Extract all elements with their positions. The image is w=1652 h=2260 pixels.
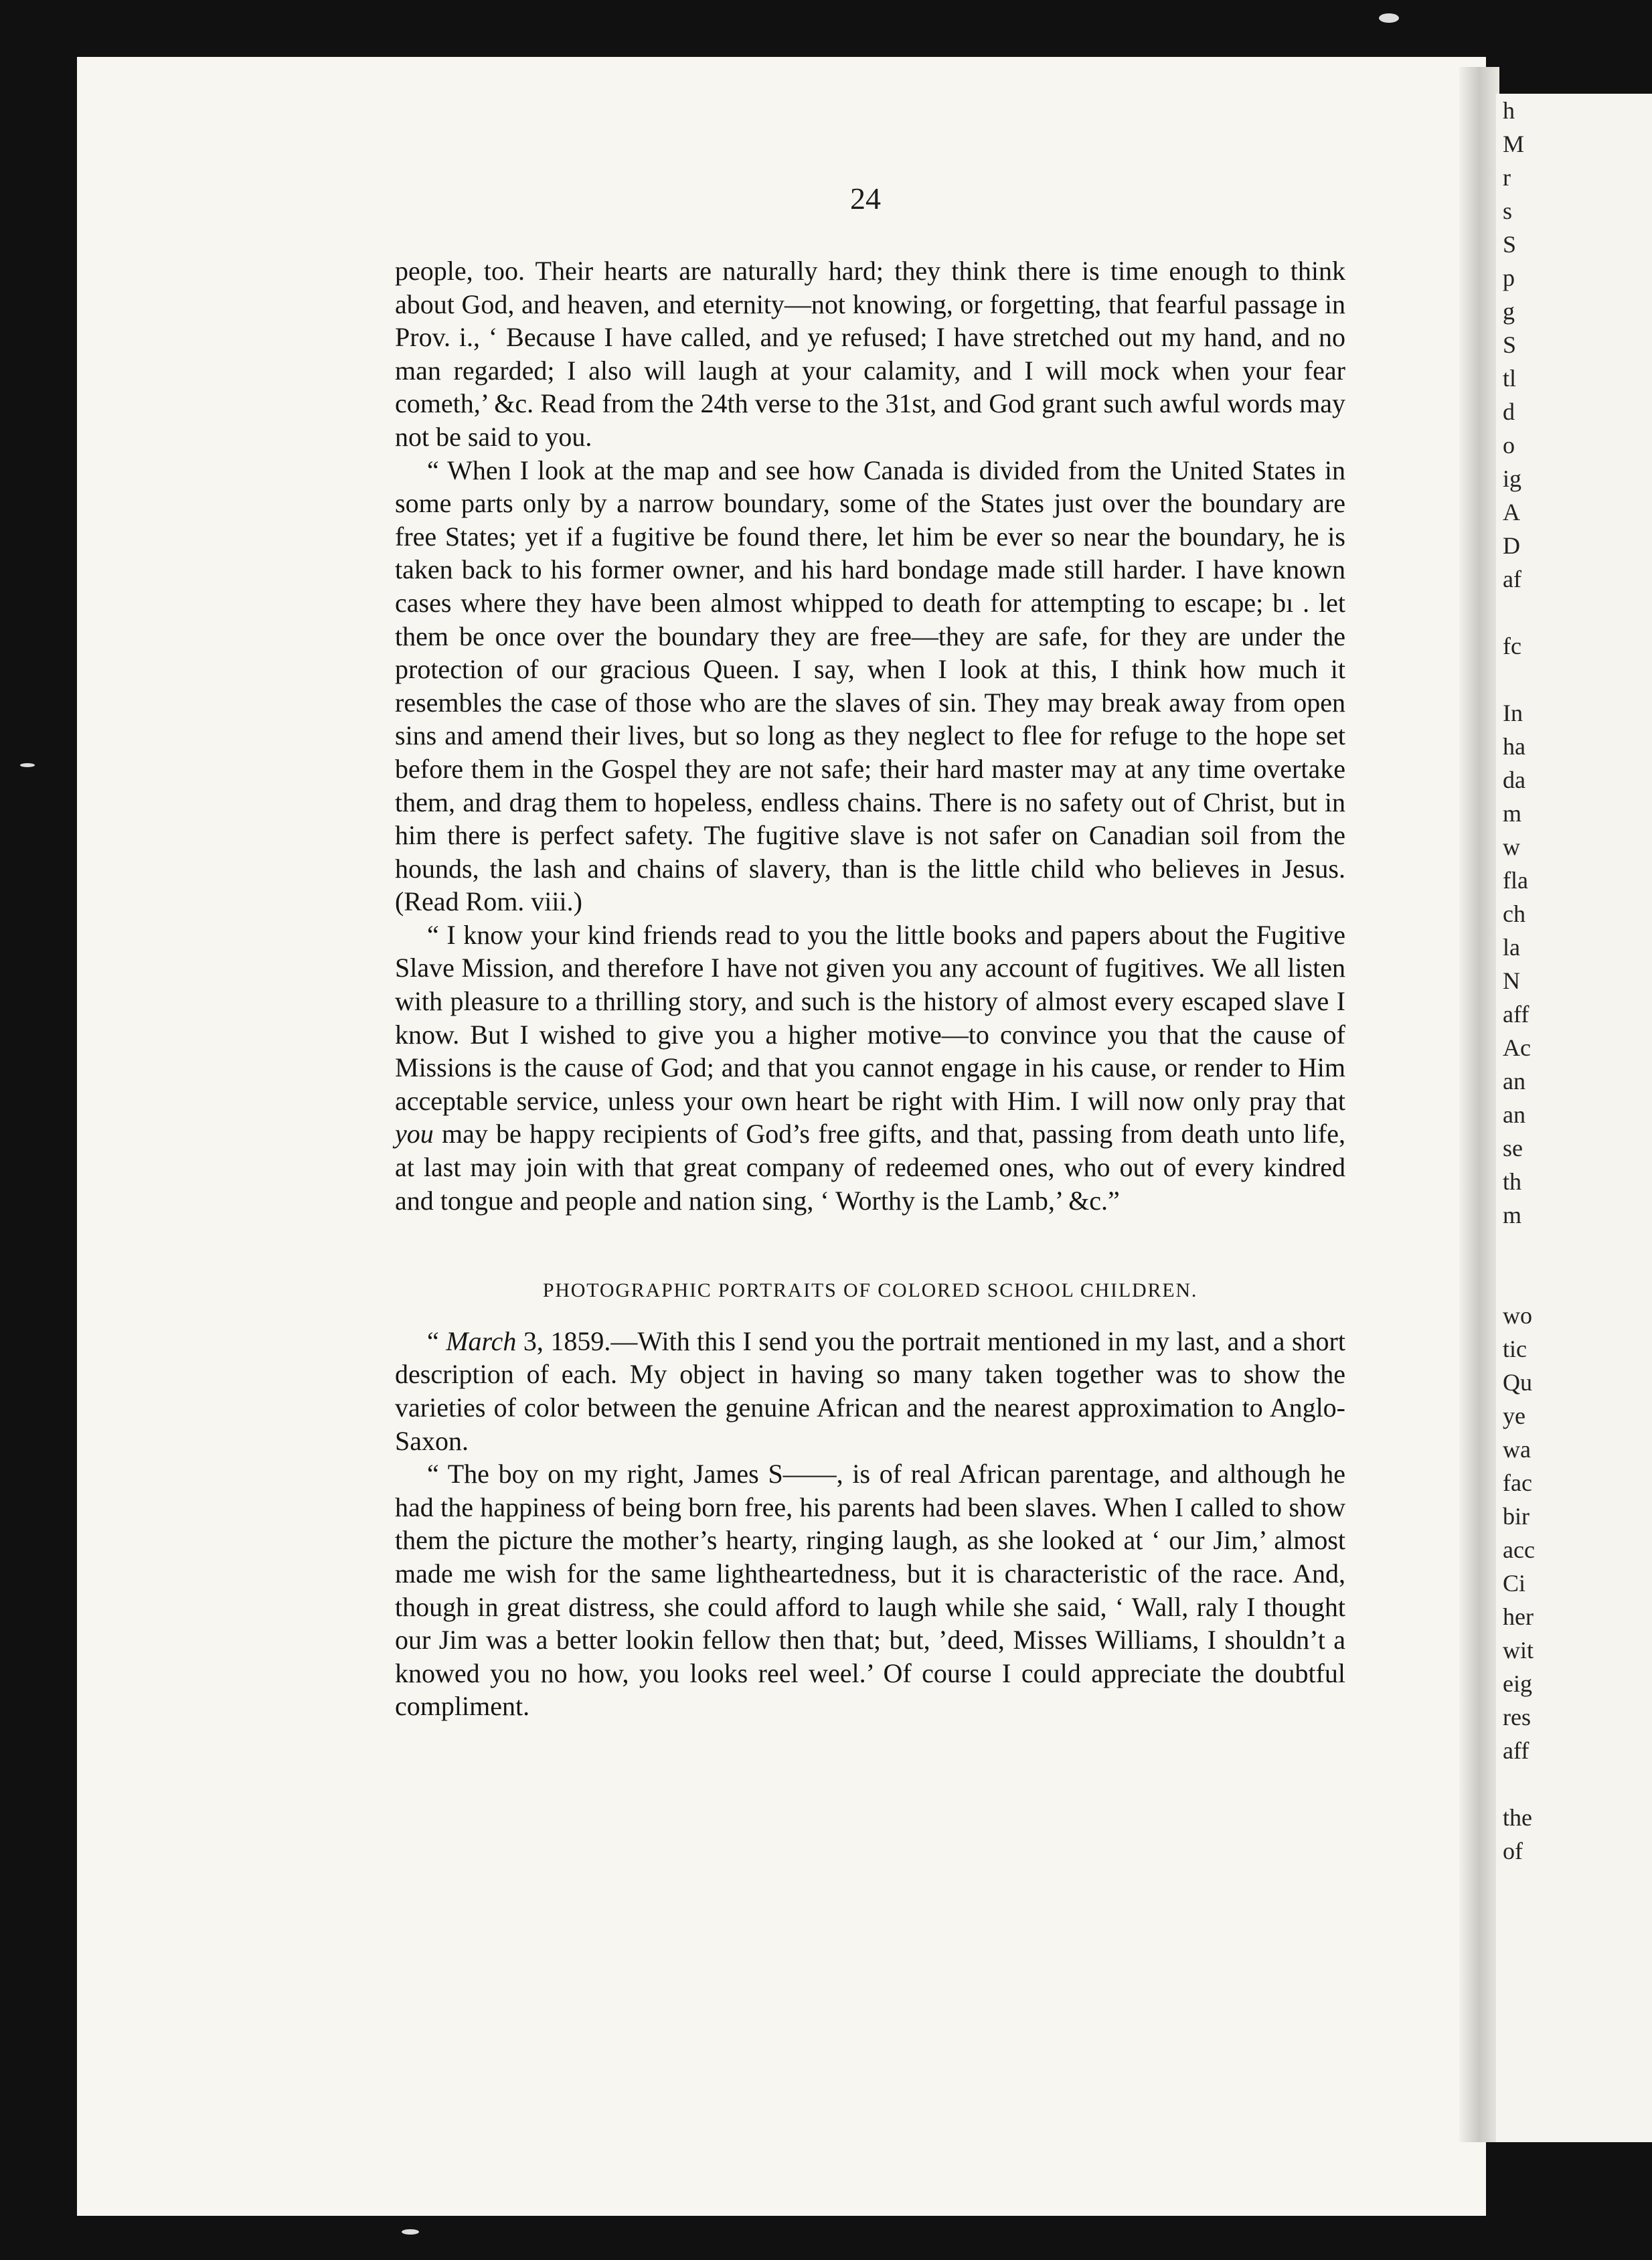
paragraph: people, too. Their hearts are naturally hard; they think there is time enough to think about God, and heaven, and eternity—not knowing, or forgetting, that fearful passage in Prov. i., ‘ Because I have called, and ye refused; I have stretched out my hand, and no man regarded; I also will laugh at your calamity, and I will mock when your fear cometh,’ &c. Read from the 24th verse to the 31st, and God grant such awful words may not be said to you. <box>395 256 1345 452</box>
facing-page-fragment: p <box>1503 264 1515 291</box>
facing-page-fragment: th <box>1503 1168 1522 1195</box>
emphasis-text: you <box>395 1119 434 1149</box>
facing-page-fragment: In <box>1503 700 1523 726</box>
facing-page-fragment: g <box>1503 298 1515 325</box>
facing-page-fragment: s <box>1503 197 1513 224</box>
facing-page-fragment: an <box>1503 1068 1525 1095</box>
facing-page-fragment: ye <box>1503 1402 1525 1429</box>
dust-speck <box>1379 13 1399 23</box>
facing-page-fragment: of <box>1503 1838 1523 1864</box>
facing-page-fragment: da <box>1503 766 1525 793</box>
facing-page-fragment <box>1496 1265 1652 1299</box>
facing-page-fragment: M <box>1503 131 1525 157</box>
facing-page-fragment: d <box>1503 398 1515 425</box>
facing-page-fragment <box>1496 663 1652 696</box>
facing-page-fragment: D <box>1503 532 1520 559</box>
facing-page-fragment: aff <box>1503 1001 1530 1028</box>
facing-page-fragment: eig <box>1503 1670 1532 1697</box>
facing-page-fragment: la <box>1503 934 1520 961</box>
facing-page-fragment: fc <box>1503 633 1521 659</box>
facing-page-fragment: wa <box>1503 1436 1531 1463</box>
facing-page-fragment: w <box>1503 833 1520 860</box>
page-number: 24 <box>850 181 881 216</box>
facing-page-fragment <box>1496 1232 1652 1265</box>
paragraph-text: may be happy recipients of God’s free gifts, and that, passing from death unto life, at last may join with that great company of redeemed ones, who out of every kindred and tongue and people and nation sing, ‘ Worthy is the Lamb,’ &c.” <box>395 1119 1345 1216</box>
facing-page-fragment: N <box>1503 967 1520 994</box>
facing-page-fragment <box>1496 1767 1652 1801</box>
facing-page-fragment: o <box>1503 432 1515 459</box>
facing-page-fragment: acc <box>1503 1536 1535 1563</box>
section-heading: PHOTOGRAPHIC PORTRAITS OF COLORED SCHOOL CHILDREN. <box>542 1279 1198 1302</box>
paragraph: “ When I look at the map and see how Canada is divided from the United States in some parts only by a narrow boundary, some of the States just over the boundary are free States; yet if a fugitive be found there, let him be ever so near the boundary, he is taken back to his former owner, and his hard bondage made still harder. I have known cases where they have been almost whipped to death for attempting to escape; bı . let them be once over the boundary they are free—they are safe, for they are under the protection of our gracious Queen. I say, when I look at this, I think how much it resembles the case of those who are the slaves of sin. They may break away from open sins and amend their lives, but so long as they neglect to flee for refuge to the hope set before them in the Gospel they are not safe; their hard master may at any time overtake them, and drag them to hopeless, endless chains. There is no safety out of Christ, but in him there is perfect safety. The fugitive slave is not safer on Canadian soil from the hounds, the lash and chains of slavery, than is the little child who believes in Jesus. (Read Rom. viii.) <box>395 455 1345 917</box>
page-body <box>395 254 1345 1723</box>
facing-page-fragment: Ci <box>1503 1570 1526 1597</box>
facing-page-fragment: tic <box>1503 1336 1527 1362</box>
facing-page-fragment: fla <box>1503 867 1528 894</box>
facing-page-fragment: m <box>1503 800 1522 827</box>
facing-page-fragment: r <box>1503 164 1511 191</box>
facing-page-fragment: A <box>1503 499 1520 526</box>
facing-page-fragment: S <box>1503 331 1517 358</box>
facing-page-fragment: ha <box>1503 733 1525 760</box>
letter-date: March <box>446 1325 517 1356</box>
facing-page-fragment: Qu <box>1503 1369 1532 1396</box>
facing-page-fragment <box>1496 596 1652 629</box>
facing-page-fragment: tl <box>1503 365 1517 392</box>
facing-page-text <box>1496 94 1652 1868</box>
facing-page-fragment: h <box>1503 97 1515 124</box>
facing-page-fragment: wo <box>1503 1302 1532 1329</box>
facing-page-fragment: m <box>1503 1202 1522 1228</box>
facing-page-fragment: her <box>1503 1603 1534 1630</box>
facing-page-fragment: aff <box>1503 1737 1530 1764</box>
book-gutter <box>1459 67 1499 2142</box>
facing-page-fragment: wit <box>1503 1637 1534 1664</box>
facing-page-fragment: fac <box>1503 1469 1532 1496</box>
paragraph-text: 3, 1859.—With this I send you the portrait mentioned in my last, and a short description of each. My object in having so many taken together was to show the varieties of color between the genuine African and the nearest approximation to Anglo-Saxon. <box>395 1325 1345 1456</box>
facing-page-fragment: an <box>1503 1101 1525 1128</box>
dust-speck <box>20 763 35 767</box>
facing-page-fragment: res <box>1503 1704 1531 1730</box>
letter-paragraph <box>395 1325 1345 1457</box>
facing-page-fragment: Ac <box>1503 1034 1531 1061</box>
facing-page-fragment: S <box>1503 231 1517 258</box>
dust-speck <box>402 2229 419 2235</box>
paragraph <box>395 918 1345 1217</box>
facing-page-fragment: af <box>1503 566 1521 592</box>
facing-page-fragment: ch <box>1503 900 1525 927</box>
open-quote: “ <box>427 1325 446 1356</box>
facing-page-fragment: ig <box>1503 465 1522 492</box>
letter-paragraph: “ The boy on my right, James S——, is of real African parentage, and although he had the happiness of being born free, his parents had been slaves. When I called to show them the picture the mother’s hearty, ringing laugh, as she looked at ‘ our Jim,’ almost made me wish for the same lightheartedness, but it is characteristic of the race. And, though in great distress, she could afford to laugh while she said, ‘ Wall, raly I thought our Jim was a better lookin fellow then that; but, ’deed, Misses Williams, I shouldn’t a knowed you no how, you looks reel weel.’ Of course I could appreciate the doubtful compliment. <box>395 1459 1345 1722</box>
facing-page-fragment: bir <box>1503 1503 1530 1530</box>
paragraph-text: “ I know your kind friends read to you the little books and papers about the Fugitive Slave Mission, and therefore I have not given you any account of fugitives. We all listen with pleasure to a thrilling story, and such is the history of almost every escaped slave I know. But I wished to give you a higher motive—to convince you that the cause of Missions is the cause of God; and that you cannot engage in his cause, or render to Him acceptable service, unless your own heart be right with Him. I will now only pray that <box>395 919 1345 1116</box>
facing-page-fragment: se <box>1503 1135 1523 1161</box>
facing-page-fragment: the <box>1503 1804 1532 1831</box>
facing-page-edge <box>1496 94 1652 2142</box>
